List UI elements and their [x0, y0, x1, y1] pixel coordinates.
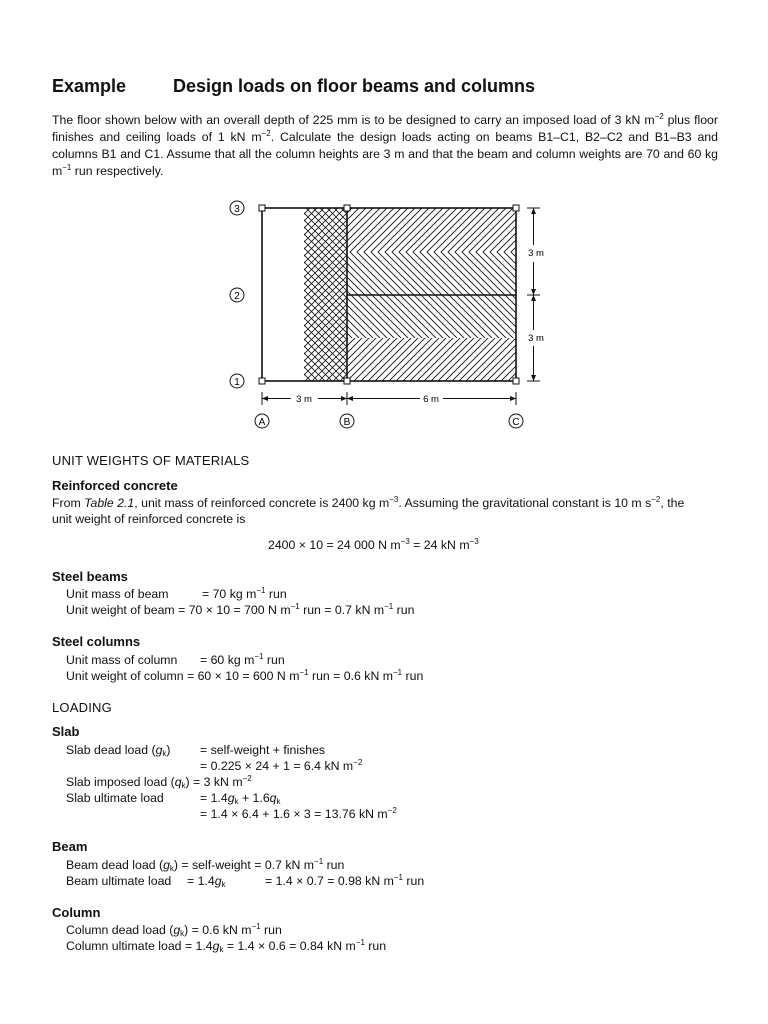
column-marker [344, 378, 350, 384]
hatch-band-2 [347, 252, 516, 295]
dim-label-6m-x: 6 m [423, 394, 439, 405]
intro-text-a: The floor shown below with an overall depth of 225 mm is to be designed to carry an imposed load of 3 kN m [52, 113, 655, 127]
subheading-steel-columns: Steel columns [52, 634, 141, 649]
beam-weight-line: Unit weight of beam = 70 × 10 = 700 N $m^{-1}$ run = 0.7 kN $m^{-1}$ run [66, 602, 415, 617]
dim-label-3m-x: 3 m [296, 394, 312, 405]
column-dead-load-line: Column dead load $(g_k) = 0.6$ kN $m^{-1}$ run [66, 922, 282, 938]
grid-row-bubble-2 [230, 288, 244, 302]
rc-line-1: From Table 2.1, unit mass of reinforced concrete is 2400 kg $m^{-3}$. Assuming the gravitational constant is 10 m $s^{-2}$, the [52, 495, 685, 510]
column-mass-line: Unit mass of column = 60 kg $m^{-1}$ run [66, 652, 285, 667]
title-label: Example [52, 76, 127, 96]
subheading-steel-beams: Steel beams [52, 569, 128, 584]
grid-col-bubble-b [340, 414, 354, 428]
slab-dead-load-value: = 0.225 × 24 + 1 = 6.4 kN $m^{-2}$ [200, 758, 363, 773]
column-marker [513, 205, 519, 211]
subheading-reinforced-concrete: Reinforced concrete [52, 478, 178, 493]
dim-label-3m-lower: 3 m [528, 333, 544, 344]
svg-text:2: 2 [234, 291, 240, 302]
intro-text-b: plus floor finishes and ceiling loads of 1 kN m [52, 113, 718, 144]
hatch-band-3 [347, 295, 516, 338]
beam-dead-load-line: Beam dead load $(g_k)$ = self-weight = 0.7 kN $m^{-1}$ run [66, 857, 345, 873]
subheading-column: Column [52, 905, 101, 920]
svg-text:1: 1 [234, 377, 240, 388]
title-text: Design loads on floor beams and columns [173, 76, 536, 96]
svg-text:C: C [512, 417, 520, 428]
svg-text:B: B [343, 417, 351, 428]
grid-col-bubble-a [255, 414, 269, 428]
grid-row-bubble-3 [230, 201, 244, 215]
column-marker [513, 378, 519, 384]
intro-text-d: run respectively. [71, 164, 164, 178]
grid-row-bubble-1 [230, 374, 244, 388]
slab-imposed-load-line: Slab imposed load $(q_k) = 3$ kN $m^{-2}$ [66, 774, 252, 790]
intro-paragraph [52, 112, 718, 180]
crosshatch-area [304, 208, 347, 381]
intro-sup-c: −1 [62, 163, 72, 172]
section-heading-unit-weights: UNIT WEIGHTS OF MATERIALS [52, 453, 250, 468]
slab-ultimate-load-value: = 1.4 × 6.4 + 1.6 × 3 = 13.76 kN $m^{-2}$ [200, 806, 397, 821]
column-weight-line: Unit weight of column = 60 × 10 = 600 N $m^{-1}$ run = 0.6 kN $m^{-1}$ run [66, 668, 424, 683]
floor-plan-diagram [220, 195, 550, 435]
svg-text:3: 3 [234, 204, 240, 215]
page-title [52, 76, 536, 97]
dimension-vertical [527, 208, 540, 381]
dim-label-3m-upper: 3 m [528, 248, 544, 259]
section-heading-loading: LOADING [52, 700, 112, 715]
intro-sup-a: −2 [654, 112, 664, 121]
svg-text:A: A [258, 417, 266, 428]
intro-sup-b: −2 [261, 129, 271, 138]
column-marker [259, 205, 265, 211]
subheading-beam: Beam [52, 839, 88, 854]
column-marker [259, 378, 265, 384]
beam-ultimate-load-line: Beam ultimate load = $1.4g_k$ = 1.4 × 0.7 = 0.98 kN $m^{-1}$ run [66, 873, 425, 889]
grid-col-bubble-c [509, 414, 523, 428]
hatch-band-4 [347, 338, 516, 381]
beam-mass-line: Unit mass of beam = 70 kg $m^{-1}$ run [66, 586, 287, 601]
table-reference: Table 2.1 [84, 496, 135, 510]
column-ultimate-load-line: Column ultimate load = $1.4g_k = 1.4 \times 0.6 = 0.84$ kN $m^{-1}$ run [66, 938, 387, 954]
hatch-band-1 [347, 208, 516, 252]
slab-dead-load-line: Slab dead load $(g_k)$ = self-weight + finishes [66, 743, 326, 758]
subheading-slab: Slab [52, 724, 80, 739]
column-marker [344, 205, 350, 211]
intro-text-c: . Calculate the design loads acting on beams B1–C1, B2–C2 and B1–B3 and columns B1 and C1. Assume that all the column heights are 3 m and that the beam and column weights are 70 and 60 kg m [52, 130, 718, 178]
slab-ultimate-load-line: Slab ultimate load = $1.4g_k + 1.6q_k$ [66, 791, 281, 806]
rc-line-2: unit weight of reinforced concrete is [52, 512, 246, 526]
rc-equation: 2400 × 10 = 24 000 N $m^{-3} = 24$ kN $m^{-3}$ [268, 537, 479, 552]
